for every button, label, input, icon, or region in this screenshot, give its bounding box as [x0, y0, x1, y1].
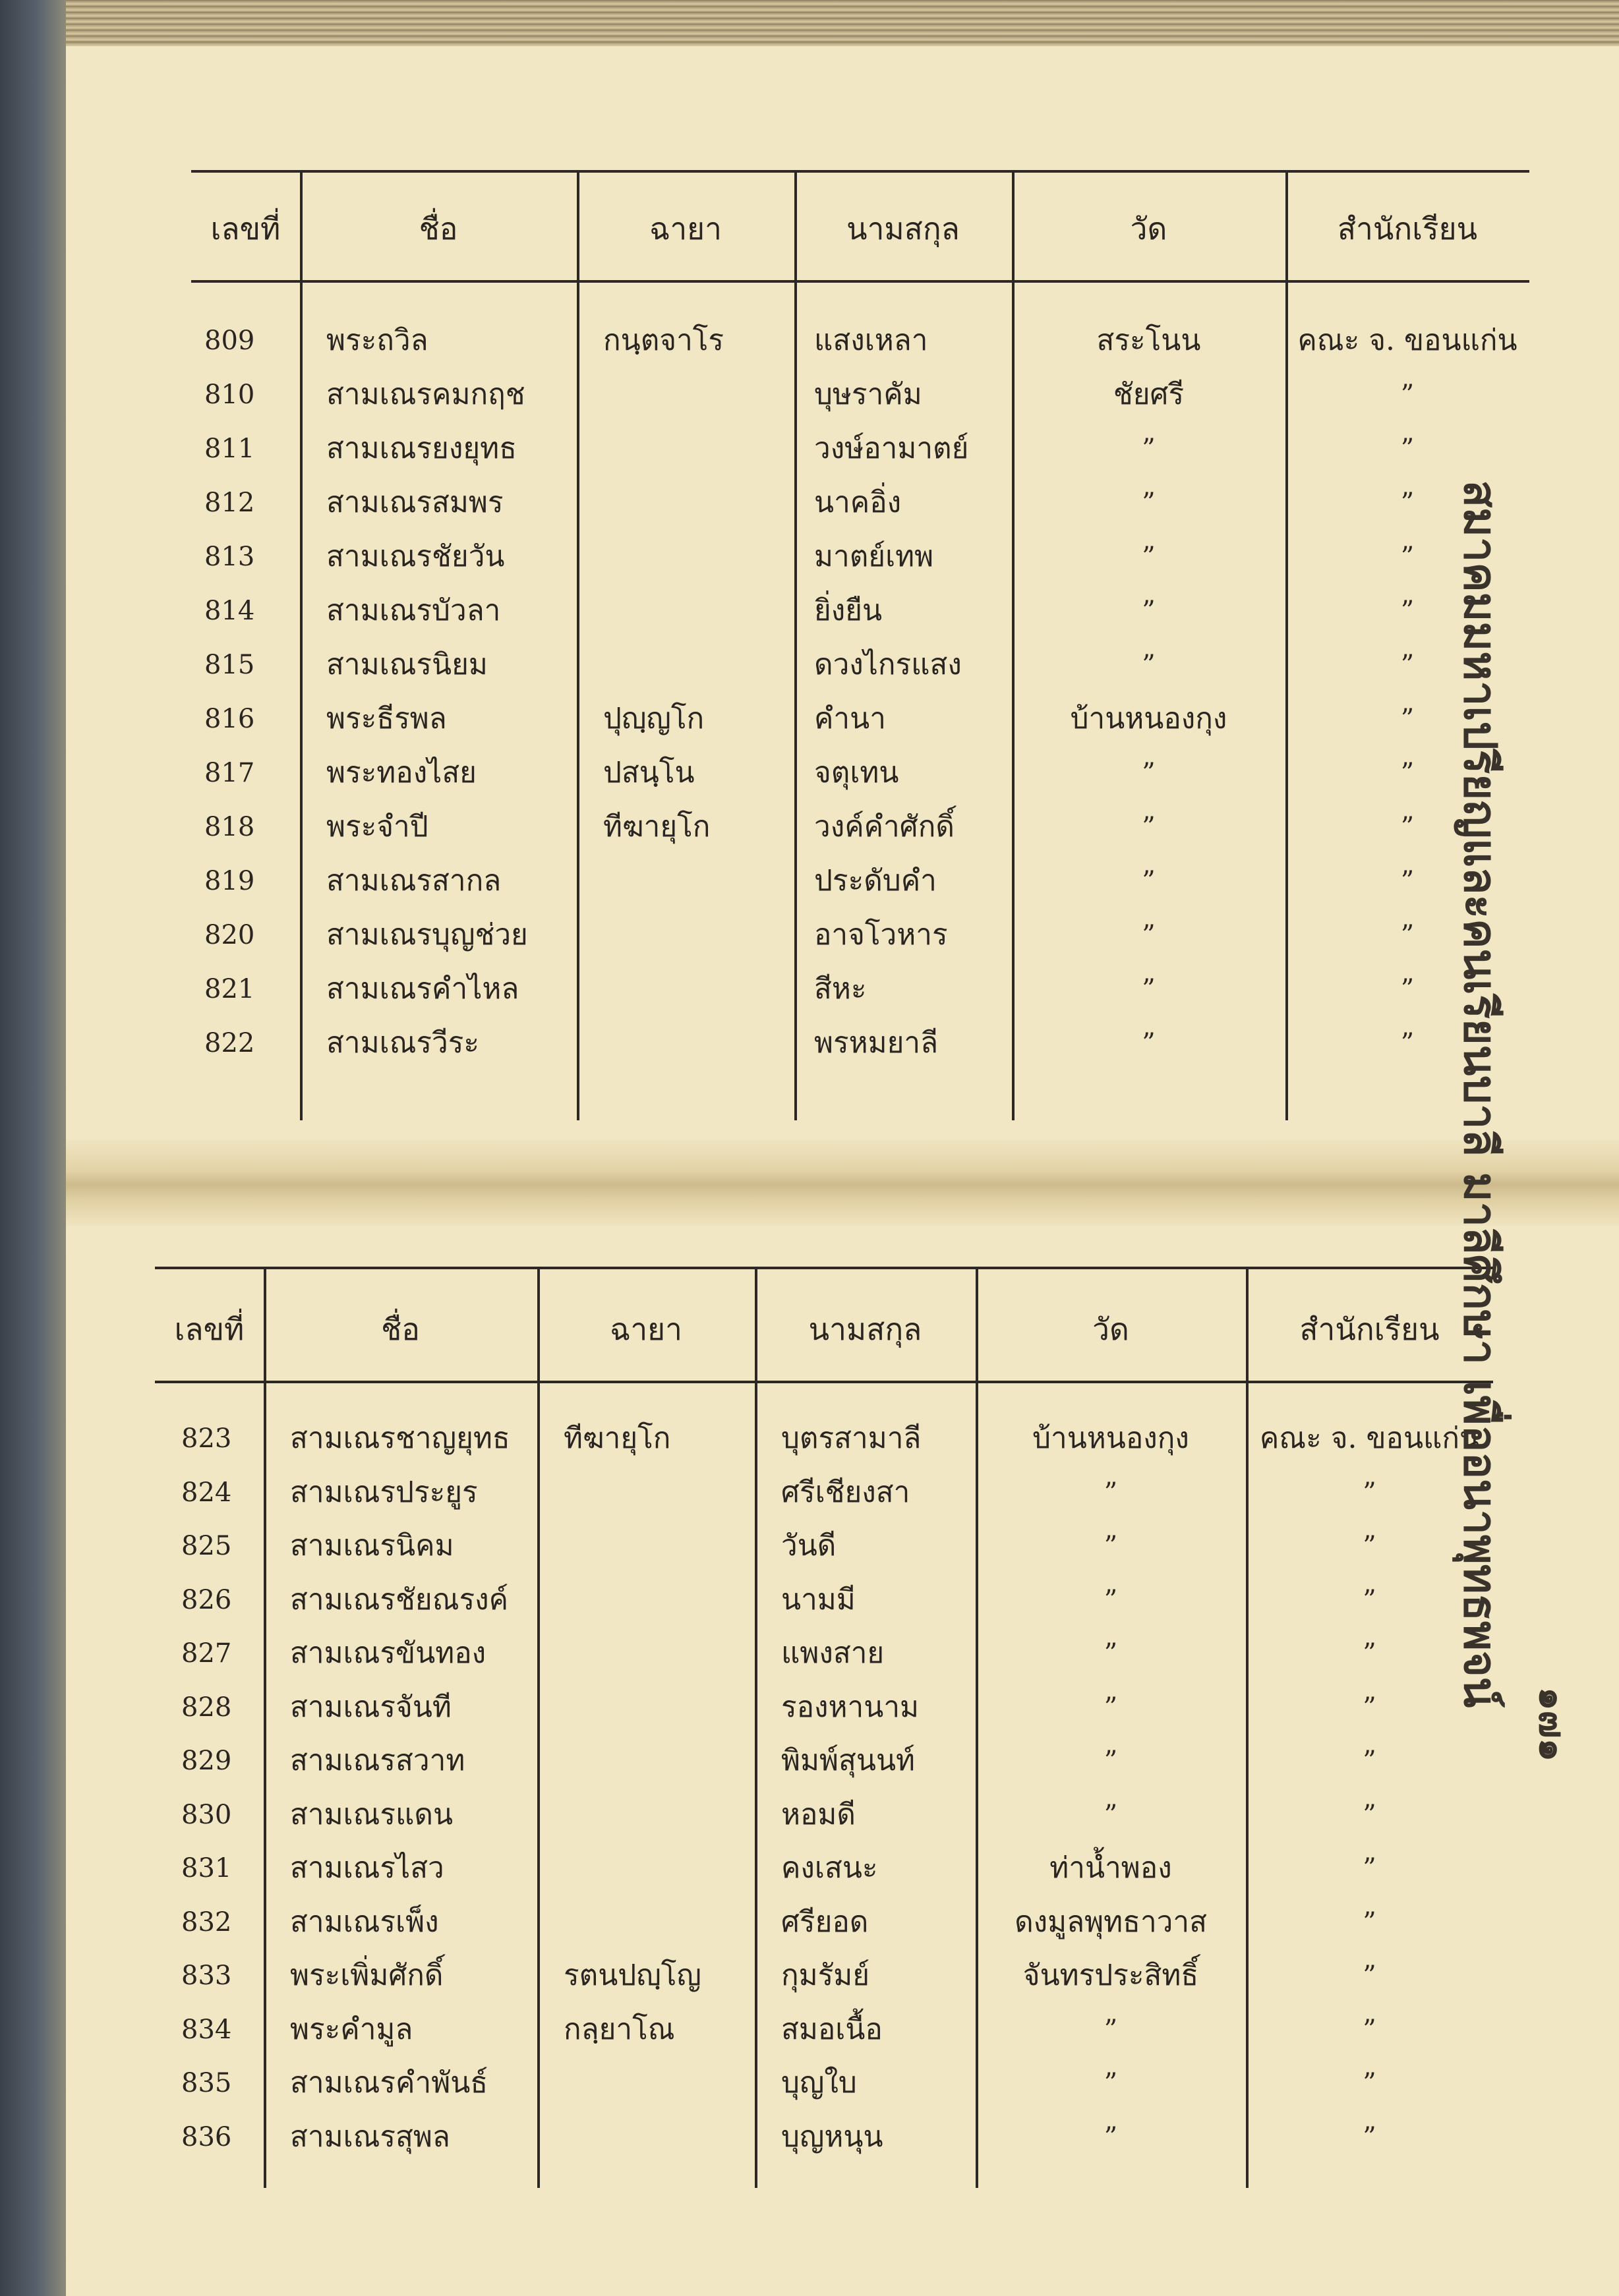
row-name: สามเณรบุญช่วย — [326, 918, 528, 952]
row-monk-name: ทีฆายุโก — [564, 1421, 671, 1455]
row-temple: ” — [1104, 1638, 1118, 1669]
row-number: 814 — [204, 596, 255, 626]
row-monk-name: ปุญฺญโก — [603, 702, 705, 735]
row-number: 810 — [204, 380, 255, 410]
row-school: ” — [1400, 920, 1415, 950]
row-name: สามเณรสมพร — [326, 486, 504, 519]
row-surname: กุมรัมย์ — [781, 1959, 870, 1992]
table-rule — [191, 170, 1529, 173]
row-school: คณะ จ. ขอนแก่น — [1297, 324, 1517, 357]
row-surname: สมอเนื้อ — [781, 2012, 883, 2046]
header-monk-name: ฉายา — [610, 1311, 682, 1347]
row-name: สามเณรชาญยุทธ — [290, 1421, 510, 1455]
row-number: 833 — [181, 1961, 232, 1991]
row-school: ” — [1363, 1692, 1376, 1723]
row-temple: ท่าน้ำพอง — [1049, 1851, 1172, 1885]
row-name: พระถวิล — [326, 324, 428, 357]
row-number: 816 — [204, 704, 255, 734]
row-name: สามเณรสวาท — [290, 1744, 465, 1777]
row-temple: ชัยศรี — [1113, 378, 1185, 411]
row-number: 834 — [181, 2014, 232, 2045]
row-number: 831 — [181, 1853, 232, 1883]
row-school: ” — [1363, 1853, 1376, 1883]
row-school: ” — [1363, 1477, 1376, 1508]
header-school: สำนักเรียน — [1299, 1311, 1440, 1347]
row-temple: ” — [1142, 488, 1156, 518]
row-temple: ” — [1104, 1584, 1118, 1615]
row-school: ” — [1400, 866, 1415, 896]
column-rule — [264, 1267, 266, 2188]
row-number: 820 — [204, 920, 255, 950]
header-monk-name: ฉายา — [649, 211, 722, 246]
column-rule — [1246, 1267, 1249, 2188]
row-number: 812 — [204, 488, 255, 518]
row-surname: รองหานาม — [781, 1690, 920, 1724]
row-school: ” — [1400, 380, 1415, 410]
row-name: พระทองไสย — [326, 756, 477, 789]
row-name: พระธีรพล — [326, 702, 447, 735]
row-school: ” — [1363, 1746, 1376, 1776]
row-surname: ประดับคำ — [814, 864, 937, 898]
row-surname: แพงสาย — [781, 1636, 885, 1670]
page-number: ๑๗๑ — [1531, 1687, 1574, 1762]
row-name: สามเณรประยูร — [290, 1475, 478, 1509]
row-number: 819 — [204, 866, 255, 896]
row-school: ” — [1400, 974, 1415, 1004]
row-name: สามเณรจันที — [290, 1690, 452, 1724]
row-surname: บุญใบ — [781, 2066, 857, 2100]
column-rule — [300, 170, 303, 1120]
page-fold — [66, 1140, 1619, 1226]
row-surname: คำนา — [814, 702, 886, 735]
row-school: ” — [1400, 596, 1415, 626]
row-number: 830 — [181, 1799, 232, 1830]
table-rule — [191, 280, 1529, 283]
header-temple: วัด — [1130, 211, 1167, 246]
row-surname: แสงเหลา — [814, 324, 928, 357]
row-name: สามเณรคำพันธ์ — [290, 2066, 488, 2100]
row-number: 815 — [204, 650, 255, 680]
row-surname: อาจโวหาร — [814, 918, 948, 952]
row-temple: ” — [1142, 974, 1156, 1004]
row-temple: ” — [1142, 758, 1156, 788]
row-number: 817 — [204, 758, 255, 788]
row-temple: ดงมูลพุทธาวาส — [1015, 1905, 1207, 1939]
row-number: 825 — [181, 1531, 232, 1561]
row-school: คณะ จ. ขอนแก่น — [1259, 1421, 1480, 1455]
row-school: ” — [1400, 704, 1415, 734]
row-school: ” — [1363, 1638, 1376, 1669]
row-number: 836 — [181, 2121, 232, 2152]
row-name: พระคำมูล — [290, 2012, 413, 2046]
row-name: สามเณรชัยณรงค์ — [290, 1582, 509, 1617]
row-school: ” — [1363, 2068, 1376, 2098]
row-temple: ” — [1104, 2121, 1118, 2152]
row-name: สามเณรเพ็ง — [290, 1905, 439, 1939]
row-name: สามเณรยงยุทธ — [326, 432, 517, 465]
row-monk-name: กลฺยาโณ — [564, 2012, 675, 2046]
column-rule — [755, 1267, 757, 2188]
row-surname: บุษราคัม — [814, 378, 922, 411]
row-name: สามเณรแดน — [290, 1797, 454, 1831]
row-number: 824 — [181, 1477, 232, 1508]
row-surname: บุญหนุน — [781, 2119, 883, 2154]
row-school: ” — [1400, 542, 1415, 572]
row-name: สามเณรขันทอง — [290, 1636, 486, 1670]
row-school: ” — [1400, 812, 1415, 842]
row-name: พระเพิ่มศักดิ์ — [290, 1959, 444, 1992]
row-number: 835 — [181, 2068, 232, 2098]
side-title: สมาคมมหาเปรียญและคนเรียนบาลี มาลีศึกษา เพื่ออนาพุทธพจน์ — [1454, 480, 1506, 1708]
row-surname: นาคอิ่ง — [814, 486, 902, 519]
row-name: สามเณรคมกฤช — [326, 378, 525, 411]
row-surname: ศรียอด — [781, 1905, 869, 1939]
header-name: ชื่อ — [381, 1311, 420, 1347]
row-temple: ” — [1142, 866, 1156, 896]
row-name: สามเณรไสว — [290, 1851, 444, 1885]
row-surname: สีหะ — [814, 972, 867, 1006]
row-temple: ” — [1142, 596, 1156, 626]
row-surname: ศรีเชียงสา — [781, 1475, 910, 1509]
page-edge — [66, 0, 1619, 46]
row-surname: วงษ์อามาตย์ — [814, 432, 969, 465]
row-monk-name: ปสนฺโน — [603, 756, 695, 789]
book-spine — [0, 0, 66, 2296]
row-temple: ” — [1142, 812, 1156, 842]
row-school: ” — [1363, 1907, 1376, 1937]
row-number: 828 — [181, 1692, 232, 1723]
row-number: 829 — [181, 1746, 232, 1776]
header-temple: วัด — [1092, 1311, 1129, 1347]
row-temple: ” — [1142, 434, 1156, 464]
row-temple: ” — [1104, 2068, 1118, 2098]
row-school: ” — [1363, 1531, 1376, 1561]
row-surname: พรหมยาลี — [814, 1026, 939, 1060]
row-name: สามเณรนิคม — [290, 1529, 454, 1563]
row-number: 822 — [204, 1028, 255, 1058]
header-number: เลขที่ — [210, 211, 281, 246]
column-rule — [577, 170, 579, 1120]
row-number: 826 — [181, 1584, 232, 1615]
row-temple: บ้านหนองกุง — [1032, 1421, 1189, 1455]
header-number: เลขที่ — [174, 1311, 245, 1347]
row-school: ” — [1400, 488, 1415, 518]
row-temple: ” — [1104, 1799, 1118, 1830]
row-surname: มาตย์เทพ — [814, 540, 934, 573]
row-name: สามเณรวีระ — [326, 1026, 480, 1060]
column-rule — [537, 1267, 540, 2188]
row-name: สามเณรสุพล — [290, 2119, 450, 2154]
row-monk-name: ทีฆายุโก — [603, 810, 711, 844]
row-temple: ” — [1142, 920, 1156, 950]
row-surname: พิมพ์สุนนท์ — [781, 1744, 916, 1777]
row-surname: บุตรสามาลี — [781, 1421, 922, 1455]
row-monk-name: กนฺตจาโร — [603, 324, 724, 357]
row-school: ” — [1363, 1584, 1376, 1615]
row-number: 821 — [204, 974, 255, 1004]
row-surname: วงค์คำศักดิ์ — [814, 810, 955, 844]
row-monk-name: รตนปญฺโญ — [564, 1959, 701, 1992]
row-temple: ” — [1104, 1531, 1118, 1561]
row-temple: ” — [1104, 1746, 1118, 1776]
row-temple: ” — [1104, 1692, 1118, 1723]
row-surname: ดวงไกรแสง — [814, 648, 962, 681]
row-name: สามเณรนิยม — [326, 648, 488, 681]
row-number: 823 — [181, 1423, 232, 1454]
row-number: 811 — [204, 434, 255, 464]
row-number: 813 — [204, 542, 255, 572]
row-temple: ” — [1104, 1477, 1118, 1508]
row-temple: ” — [1142, 650, 1156, 680]
row-school: ” — [1400, 1028, 1415, 1058]
row-surname: ยิ่งยืน — [814, 594, 883, 627]
row-number: 818 — [204, 812, 255, 842]
header-surname: นามสกุล — [808, 1311, 922, 1347]
row-name: สามเณรชัยวัน — [326, 540, 505, 573]
header-surname: นามสกุล — [846, 211, 960, 246]
row-school: ” — [1400, 434, 1415, 464]
row-number: 827 — [181, 1638, 232, 1669]
column-rule — [794, 170, 797, 1120]
row-temple: ” — [1142, 1028, 1156, 1058]
row-temple: สระโนน — [1096, 324, 1201, 357]
table-rule — [155, 1381, 1493, 1383]
row-surname: คงเสนะ — [781, 1851, 878, 1885]
row-school: ” — [1363, 2121, 1376, 2152]
row-surname: จตุเทน — [814, 756, 899, 789]
row-temple: ” — [1104, 2014, 1118, 2045]
row-surname: หอมดี — [781, 1797, 856, 1831]
row-surname: วันดี — [781, 1529, 837, 1563]
table-rule — [155, 1267, 1493, 1269]
row-name: พระจำปี — [326, 810, 428, 844]
row-school: ” — [1400, 650, 1415, 680]
row-number: 832 — [181, 1907, 232, 1937]
row-temple: บ้านหนองกุง — [1070, 702, 1227, 735]
row-school: ” — [1363, 1961, 1376, 1991]
row-name: สามเณรบัวลา — [326, 594, 501, 627]
row-school: ” — [1400, 758, 1415, 788]
row-name: สามเณรคำไหล — [326, 972, 519, 1006]
row-school: ” — [1363, 1799, 1376, 1830]
row-surname: นามมี — [781, 1582, 856, 1617]
header-school: สำนักเรียน — [1337, 211, 1478, 246]
row-school: ” — [1363, 2014, 1376, 2045]
row-temple: ” — [1142, 542, 1156, 572]
row-number: 809 — [204, 326, 255, 356]
column-rule — [976, 1267, 978, 2188]
header-name: ชื่อ — [419, 211, 458, 246]
row-temple: จันทรประสิทธิ์ — [1022, 1959, 1199, 1992]
row-name: สามเณรสากล — [326, 864, 502, 898]
